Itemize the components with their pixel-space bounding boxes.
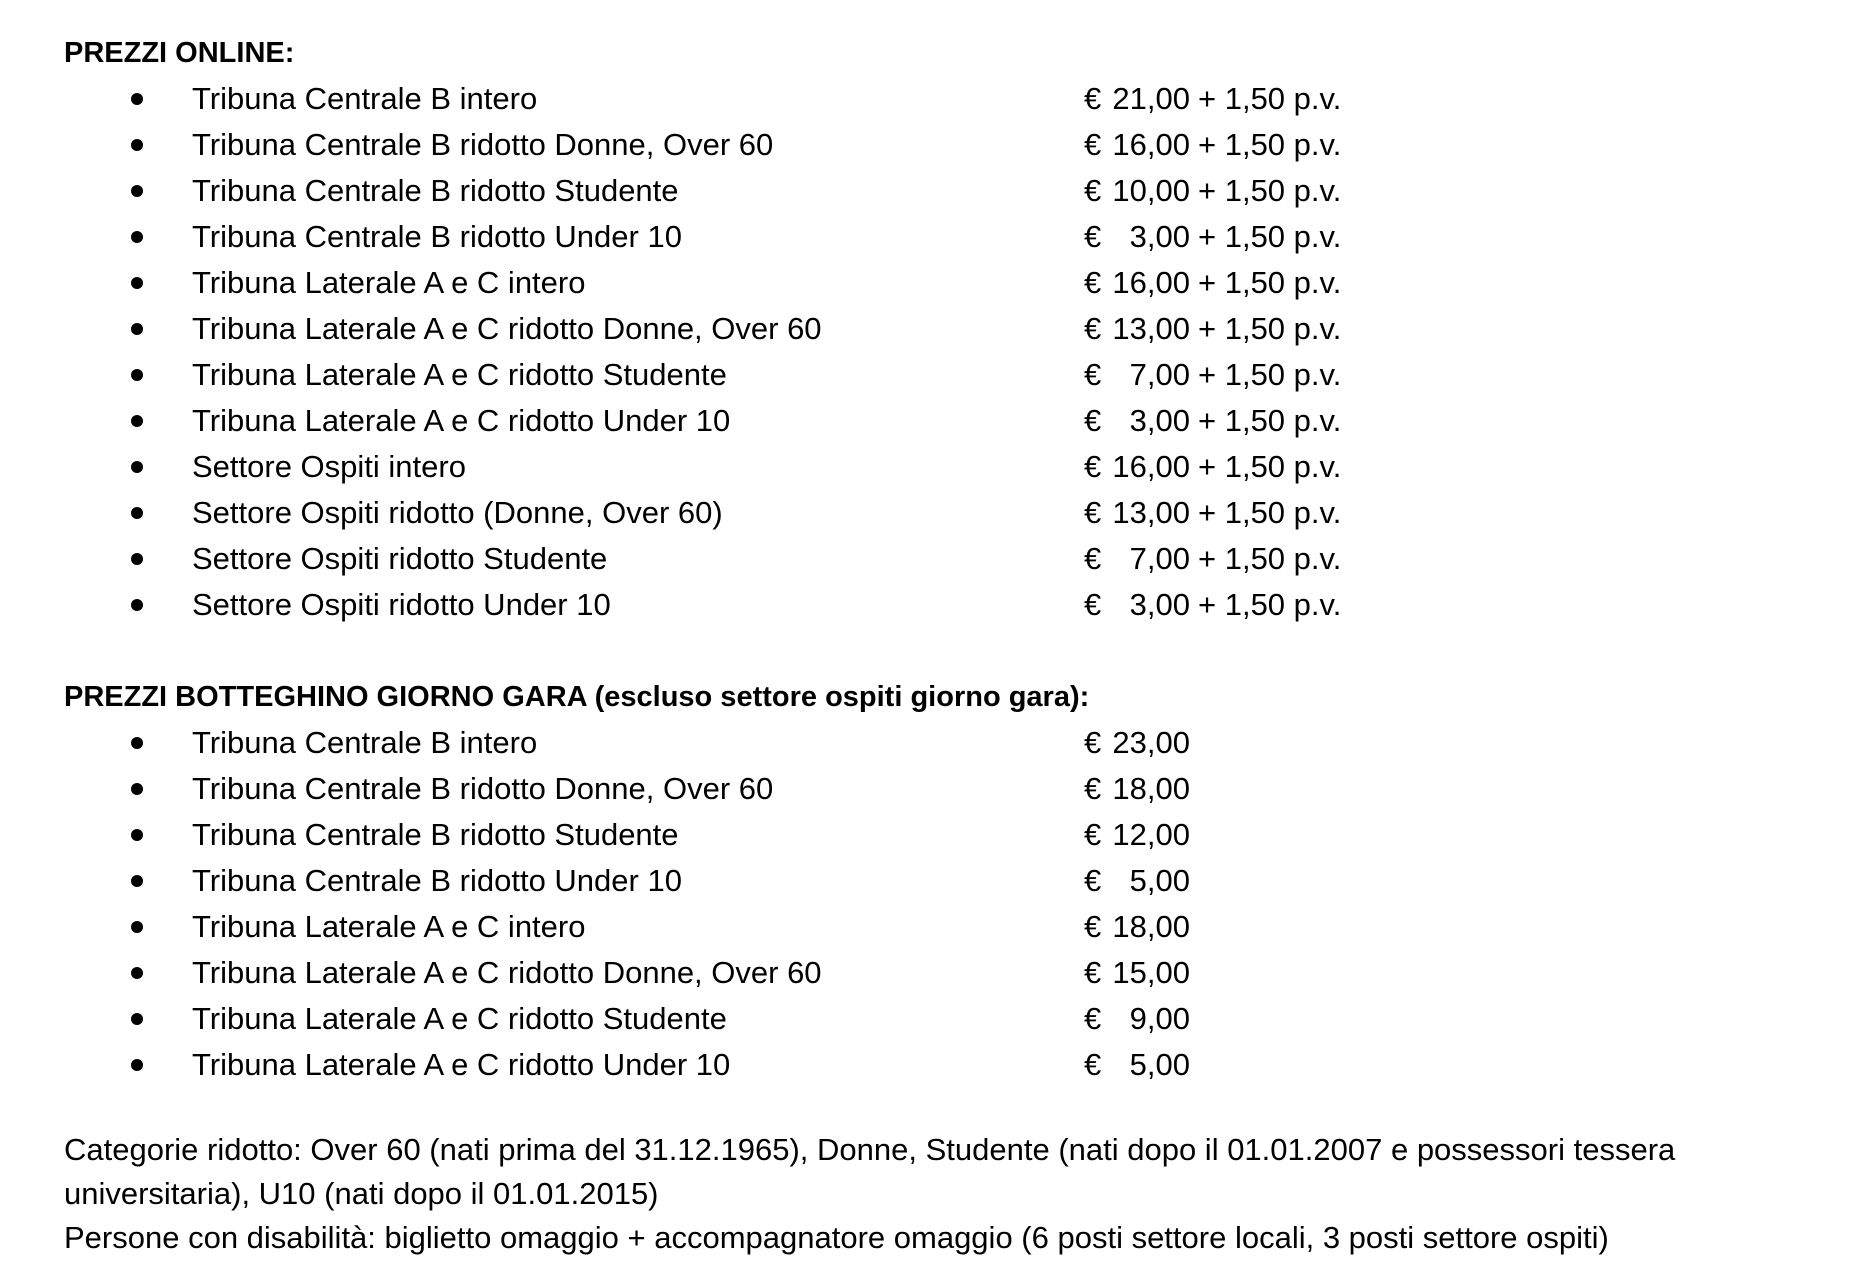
bullet-icon <box>131 875 143 887</box>
ticket-price <box>1084 398 1341 444</box>
ticket-category-label: Tribuna Laterale A e C ridotto Under 10 <box>192 1047 731 1082</box>
ticket-category-label: Settore Ospiti ridotto Under 10 <box>192 587 611 622</box>
ticket-category-label: Tribuna Centrale B ridotto Donne, Over 60 <box>192 771 774 806</box>
price-amount: 9,00 <box>1129 1001 1190 1036</box>
ticket-category-label: Tribuna Laterale A e C ridotto Donne, Over 60 <box>192 955 822 990</box>
currency-symbol: € <box>1084 127 1102 162</box>
presale-fee: + 1,50 p.v. <box>1198 541 1342 576</box>
bullet-icon <box>131 507 143 519</box>
presale-fee: + 1,50 p.v. <box>1198 311 1342 346</box>
presale-fee: + 1,50 p.v. <box>1198 403 1342 438</box>
ticket-price <box>1084 122 1341 168</box>
ticket-price <box>1084 536 1341 582</box>
ticket-category-label: Settore Ospiti ridotto (Donne, Over 60) <box>192 495 723 530</box>
ticket-category-label: Tribuna Centrale B ridotto Studente <box>192 173 679 208</box>
currency-symbol: € <box>1084 449 1102 484</box>
ticket-price <box>1084 720 1190 766</box>
ticket-category-label: Tribuna Laterale A e C intero <box>192 265 586 300</box>
currency-symbol: € <box>1084 495 1102 530</box>
ticket-category-label: Tribuna Laterale A e C ridotto Donne, Over 60 <box>192 311 822 346</box>
currency-symbol: € <box>1084 1001 1102 1036</box>
price-amount: 5,00 <box>1129 1047 1190 1082</box>
price-row <box>64 1042 1804 1088</box>
currency-symbol: € <box>1084 311 1102 346</box>
ticket-price <box>1084 812 1190 858</box>
bullet-icon <box>131 829 143 841</box>
bullet-icon <box>131 783 143 795</box>
disability-note: Persone con disabilità: biglietto omaggio + accompagnatore omaggio (6 posti settore locali, 3 posti settore ospiti) <box>64 1220 1609 1255</box>
price-row <box>64 996 1804 1042</box>
currency-symbol: € <box>1084 81 1102 116</box>
price-row <box>64 168 1804 214</box>
ticket-price <box>1084 168 1341 214</box>
currency-symbol: € <box>1084 219 1102 254</box>
reduction-categories-note: Categorie ridotto: Over 60 (nati prima del 31.12.1965), Donne, Studente (nati dopo il 01.01.2007 e possessori tessera universitaria), U10 (nati dopo il 01.01.2015) <box>64 1132 1676 1211</box>
bullet-icon <box>131 1059 143 1071</box>
ticket-category-label: Tribuna Laterale A e C ridotto Studente <box>192 357 727 392</box>
price-document <box>64 30 1804 1260</box>
price-row <box>64 306 1804 352</box>
price-amount: 10,00 <box>1112 173 1190 208</box>
currency-symbol: € <box>1084 587 1102 622</box>
ticket-category-label: Tribuna Centrale B ridotto Under 10 <box>192 863 682 898</box>
price-amount: 16,00 <box>1112 449 1190 484</box>
ticket-price <box>1084 490 1341 536</box>
ticket-category-label: Tribuna Centrale B ridotto Studente <box>192 817 679 852</box>
currency-symbol: € <box>1084 817 1102 852</box>
price-row <box>64 858 1804 904</box>
bullet-icon <box>131 599 143 611</box>
price-amount: 13,00 <box>1112 495 1190 530</box>
bullet-icon <box>131 967 143 979</box>
price-row <box>64 950 1804 996</box>
price-amount: 3,00 <box>1129 403 1190 438</box>
price-row <box>64 76 1804 122</box>
price-row <box>64 536 1804 582</box>
presale-fee: + 1,50 p.v. <box>1198 357 1342 392</box>
currency-symbol: € <box>1084 1047 1102 1082</box>
notes-block <box>64 1128 1804 1260</box>
ticket-price <box>1084 904 1190 950</box>
currency-symbol: € <box>1084 173 1102 208</box>
price-amount: 23,00 <box>1112 725 1190 760</box>
price-row <box>64 490 1804 536</box>
ticket-price <box>1084 306 1341 352</box>
ticket-price <box>1084 352 1341 398</box>
ticket-category-label: Tribuna Centrale B ridotto Under 10 <box>192 219 682 254</box>
ticket-category-label: Tribuna Laterale A e C ridotto Under 10 <box>192 403 731 438</box>
currency-symbol: € <box>1084 265 1102 300</box>
currency-symbol: € <box>1084 909 1102 944</box>
section-spacer <box>64 628 1804 674</box>
presale-fee: + 1,50 p.v. <box>1198 219 1342 254</box>
ticket-category-label: Settore Ospiti ridotto Studente <box>192 541 608 576</box>
ticket-price <box>1084 950 1190 996</box>
currency-symbol: € <box>1084 771 1102 806</box>
box-office-price-list <box>64 720 1804 1088</box>
price-amount: 16,00 <box>1112 127 1190 162</box>
bullet-icon <box>131 415 143 427</box>
price-amount: 5,00 <box>1129 863 1190 898</box>
box-office-prices-heading: PREZZI BOTTEGHINO GIORNO GARA (escluso settore ospiti giorno gara): <box>64 681 1090 713</box>
bullet-icon <box>131 139 143 151</box>
presale-fee: + 1,50 p.v. <box>1198 173 1342 208</box>
price-row <box>64 398 1804 444</box>
online-prices-heading: PREZZI ONLINE: <box>64 37 295 69</box>
price-amount: 7,00 <box>1129 357 1190 392</box>
price-row <box>64 444 1804 490</box>
currency-symbol: € <box>1084 541 1102 576</box>
presale-fee: + 1,50 p.v. <box>1198 265 1342 300</box>
presale-fee: + 1,50 p.v. <box>1198 587 1342 622</box>
bullet-icon <box>131 323 143 335</box>
price-amount: 16,00 <box>1112 265 1190 300</box>
ticket-price <box>1084 214 1341 260</box>
price-amount: 13,00 <box>1112 311 1190 346</box>
bullet-icon <box>131 369 143 381</box>
ticket-price <box>1084 76 1341 122</box>
ticket-price <box>1084 444 1341 490</box>
ticket-price <box>1084 996 1190 1042</box>
bullet-icon <box>131 185 143 197</box>
price-row <box>64 812 1804 858</box>
presale-fee: + 1,50 p.v. <box>1198 81 1342 116</box>
price-amount: 18,00 <box>1112 909 1190 944</box>
ticket-category-label: Settore Ospiti intero <box>192 449 466 484</box>
currency-symbol: € <box>1084 725 1102 760</box>
presale-fee: + 1,50 p.v. <box>1198 449 1342 484</box>
bullet-icon <box>131 461 143 473</box>
price-amount: 7,00 <box>1129 541 1190 576</box>
price-amount: 21,00 <box>1112 81 1190 116</box>
price-amount: 3,00 <box>1129 219 1190 254</box>
price-row <box>64 214 1804 260</box>
bullet-icon <box>131 737 143 749</box>
currency-symbol: € <box>1084 955 1102 990</box>
bullet-icon <box>131 231 143 243</box>
online-price-list <box>64 76 1804 628</box>
price-row <box>64 720 1804 766</box>
currency-symbol: € <box>1084 357 1102 392</box>
ticket-category-label: Tribuna Laterale A e C intero <box>192 909 586 944</box>
ticket-price <box>1084 766 1190 812</box>
ticket-category-label: Tribuna Centrale B intero <box>192 725 538 760</box>
presale-fee: + 1,50 p.v. <box>1198 495 1342 530</box>
ticket-price <box>1084 260 1341 306</box>
presale-fee: + 1,50 p.v. <box>1198 127 1342 162</box>
ticket-price <box>1084 582 1341 628</box>
currency-symbol: € <box>1084 403 1102 438</box>
price-row <box>64 766 1804 812</box>
ticket-category-label: Tribuna Centrale B ridotto Donne, Over 60 <box>192 127 774 162</box>
price-row <box>64 352 1804 398</box>
ticket-category-label: Tribuna Centrale B intero <box>192 81 538 116</box>
price-row <box>64 904 1804 950</box>
price-amount: 12,00 <box>1112 817 1190 852</box>
price-amount: 18,00 <box>1112 771 1190 806</box>
price-row <box>64 260 1804 306</box>
bullet-icon <box>131 921 143 933</box>
price-row <box>64 122 1804 168</box>
price-row <box>64 582 1804 628</box>
bullet-icon <box>131 553 143 565</box>
bullet-icon <box>131 1013 143 1025</box>
bullet-icon <box>131 93 143 105</box>
bullet-icon <box>131 277 143 289</box>
price-amount: 3,00 <box>1129 587 1190 622</box>
ticket-price <box>1084 858 1190 904</box>
currency-symbol: € <box>1084 863 1102 898</box>
price-amount: 15,00 <box>1112 955 1190 990</box>
ticket-price <box>1084 1042 1190 1088</box>
ticket-category-label: Tribuna Laterale A e C ridotto Studente <box>192 1001 727 1036</box>
